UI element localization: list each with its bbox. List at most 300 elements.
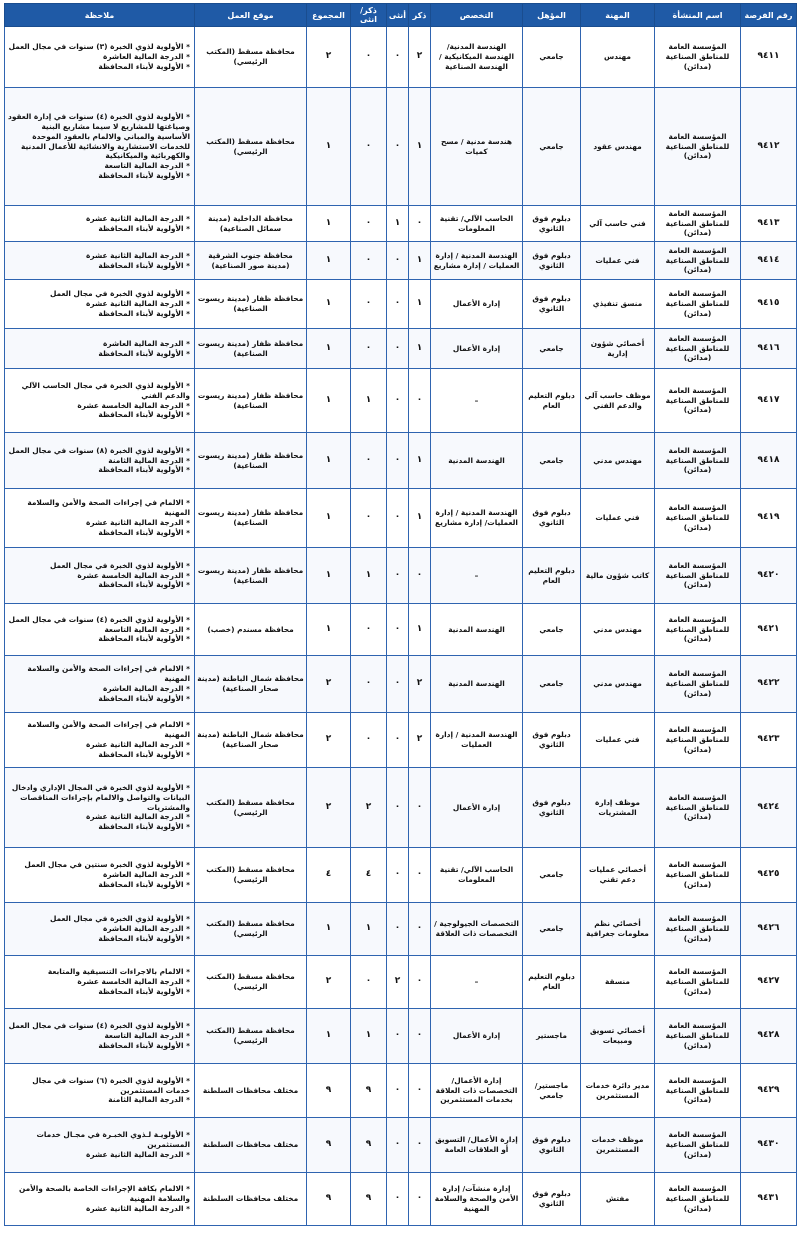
job-title: فني عمليات [581,489,655,548]
notes-cell [5,848,195,903]
job-title: مهندس [581,27,655,88]
col-male-header: ذكر [409,4,431,27]
opportunity-number: ٩٤٢٠ [741,548,797,604]
either-count: ٠ [351,242,387,280]
notes-cell [5,369,195,433]
col-either-header: ذكر/انثى [351,4,387,27]
organization-name: المؤسسة العامة للمناطق الصناعية (مدائن) [655,1118,741,1173]
job-title: مفتش [581,1173,655,1226]
male-count: ٠ [409,768,431,848]
work-location: محافظة مسقط (المكتب الرئيسي) [195,1009,307,1064]
specialization: هندسة مدنية / مسح كميات [431,88,523,206]
male-count: ٢ [409,713,431,768]
qualification: دبلوم فوق الثانوي [523,206,581,242]
qualification: دبلوم فوق الثانوي [523,280,581,329]
organization-name: المؤسسة العامة للمناطق الصناعية (مدائن) [655,1064,741,1118]
note-line: * الالمام في إجراءات الصحة والأمن والسلامة المهنية [27,664,190,684]
organization-name: المؤسسة العامة للمناطق الصناعية (مدائن) [655,656,741,713]
female-count: ٠ [387,903,409,956]
job-title: مهندس عقود [581,88,655,206]
table-body [5,27,797,1226]
female-count: ٠ [387,768,409,848]
work-location: محافظة جنوب الشرقية (مدينة صور الصناعية) [195,242,307,280]
specialization: – [431,548,523,604]
qualification: دبلوم فوق الثانوي [523,768,581,848]
table-row [5,489,797,548]
qualification: جامعي [523,903,581,956]
total-count: ٩ [307,1118,351,1173]
specialization: الهندسة المدنية [431,604,523,656]
col-female-header: أنثى [387,4,409,27]
total-count: ١ [307,369,351,433]
table-row [5,206,797,242]
table-row [5,903,797,956]
either-count: ٤ [351,848,387,903]
female-count: ٠ [387,656,409,713]
either-count: ٠ [351,489,387,548]
male-count: ٠ [409,956,431,1009]
organization-name: المؤسسة العامة للمناطق الصناعية (مدائن) [655,242,741,280]
work-location: محافظة ظفار (مدينة ريسوت الصناعية) [195,329,307,369]
job-title: مدير دائرة خدمات المستثمرين [581,1064,655,1118]
either-count: ٠ [351,329,387,369]
female-count: ١ [387,206,409,242]
male-count: ٠ [409,1173,431,1226]
notes-cell [5,433,195,489]
total-count: ١ [307,88,351,206]
table-row [5,329,797,369]
specialization: الهندسة المدنية / إدارة العمليات/ إدارة مشاريع [431,489,523,548]
job-title: كاتب شؤون مالية [581,548,655,604]
notes-cell [5,656,195,713]
note-line: * الأولوية لذوي الخبرة في مجال العمل [49,289,190,299]
specialization: إدارة الأعمال [431,1009,523,1064]
female-count: ٠ [387,604,409,656]
qualification: جامعي [523,88,581,206]
male-count: ١ [409,242,431,280]
col-total-header: المجموع [307,4,351,27]
total-count: ٢ [307,768,351,848]
note-line: * الدرجة المالية الخامسة عشرة [77,977,190,987]
note-line: * الأولوية لذوي الخبرة في المجال الإداري وادخال البيانات والتواصل والالمام بإجراءات المناقصات والمشتريات [11,783,190,812]
work-location: محافظة ظفار (مدينة ريسوت الصناعية) [195,280,307,329]
notes-cell [5,604,195,656]
qualification: جامعي [523,656,581,713]
opportunity-number: ٩٤١٦ [741,329,797,369]
note-line: * الأولوية لذوي الخبرة (٤) سنوات في مجال العمل [8,1021,190,1031]
notes-cell [5,1118,195,1173]
female-count: ٠ [387,1009,409,1064]
work-location: محافظة ظفار (مدينة ريسوت الصناعية) [195,433,307,489]
organization-name: المؤسسة العامة للمناطق الصناعية (مدائن) [655,548,741,604]
qualification: جامعي [523,604,581,656]
organization-name: المؤسسة العامة للمناطق الصناعية (مدائن) [655,489,741,548]
note-line: * الدرجة المالية العاشرة [102,684,190,693]
specialization: الهندسة المدنية/ الهندسة الميكانيكية / الهندسة الصناعية [431,27,523,88]
job-title: فني عمليات [581,242,655,280]
note-line: * الأولوية لأبناء المحافظة [98,223,190,233]
opportunity-number: ٩٤٢٤ [741,768,797,848]
male-count: ٠ [409,1118,431,1173]
notes-cell [5,88,195,206]
table-row [5,548,797,604]
work-location: محافظة الداخلية (مدينة سمائل الصناعية) [195,206,307,242]
note-line: * الأولوية لذوي الخبرة في مجال الحاسب الآلي والدعم الفني [21,380,190,400]
work-location: مختلف محافظات السلطنة [195,1173,307,1226]
female-count: ٠ [387,1118,409,1173]
qualification: ماجستير [523,1009,581,1064]
male-count: ١ [409,280,431,329]
note-line: * الأولوية لذوي الخبرة (٦) سنوات في مجال خدمات المستثمرين [32,1075,190,1095]
work-location: محافظة ظفار (مدينة ريسوت الصناعية) [195,489,307,548]
job-title: فني حاسب آلي [581,206,655,242]
note-line: * الأولوية لذوي الخبرة في مجال العمل [49,560,190,570]
job-openings-table [4,3,797,1226]
specialization: إدارة منشآت/ إدارة الأمن والصحة والسلامة المهنية [431,1173,523,1226]
work-location: محافظة مسقط (المكتب الرئيسي) [195,903,307,956]
female-count: ٠ [387,280,409,329]
notes-cell [5,713,195,768]
col-job-title-header: المهنة [581,4,655,27]
specialization: إدارة الأعمال/ التخصصات ذات العلاقة بخدمات المستثمرين [431,1064,523,1118]
male-count: ٠ [409,1064,431,1118]
specialization: الحاسب الآلي/ تقنية المعلومات [431,848,523,903]
note-line: * الدرجة المالية التاسعة [104,161,190,171]
either-count: ١ [351,548,387,604]
note-line: * الأولوية لذوي الخبرة (٣) سنوات في مجال العمل [8,42,190,52]
opportunity-number: ٩٤١٨ [741,433,797,489]
male-count: ٠ [409,206,431,242]
note-line: * الدرجة المالية الثانية عشرة [85,1203,190,1213]
either-count: ١ [351,903,387,956]
total-count: ١ [307,433,351,489]
organization-name: المؤسسة العامة للمناطق الصناعية (مدائن) [655,88,741,206]
job-title: موظف خدمات المستثمرين [581,1118,655,1173]
either-count: ٠ [351,27,387,88]
qualification: جامعي [523,433,581,489]
note-line: * الأولوية لأبناء المحافظة [98,527,190,537]
either-count: ١ [351,369,387,433]
organization-name: المؤسسة العامة للمناطق الصناعية (مدائن) [655,206,741,242]
qualification: دبلوم فوق الثانوي [523,489,581,548]
organization-name: المؤسسة العامة للمناطق الصناعية (مدائن) [655,433,741,489]
table-row [5,956,797,1009]
total-count: ١ [307,548,351,604]
total-count: ٢ [307,713,351,768]
job-title: أخصائي نظم معلومات جغرافية [581,903,655,956]
organization-name: المؤسسة العامة للمناطق الصناعية (مدائن) [655,1009,741,1064]
total-count: ١ [307,489,351,548]
either-count: ٠ [351,956,387,1009]
total-count: ٩ [307,1173,351,1226]
col-opportunity-number-header: رقم الفرصة [741,4,797,27]
note-line: * الدرجة المالية الثانية عشرة [85,299,190,309]
table-row [5,1118,797,1173]
qualification: جامعي [523,848,581,903]
opportunity-number: ٩٤٢٢ [741,656,797,713]
male-count: ٠ [409,369,431,433]
either-count: ٩ [351,1064,387,1118]
either-count: ٠ [351,713,387,768]
notes-cell [5,242,195,280]
specialization: الحاسب الآلي/ تقنية المعلومات [431,206,523,242]
work-location: محافظة مسقط (المكتب الرئيسي) [195,27,307,88]
total-count: ٩ [307,1064,351,1118]
notes-cell [5,1064,195,1118]
job-title: أخصائي تسويق ومبيعات [581,1009,655,1064]
col-organization-header: اسم المنشأة [655,4,741,27]
note-line: * الدرجة المالية العاشرة [102,924,190,934]
specialization: – [431,956,523,1009]
job-title: أخصائي عمليات دعم تقني [581,848,655,903]
table-row [5,1009,797,1064]
notes-cell [5,489,195,548]
col-notes-header: ملاحظة [5,4,195,27]
specialization: الهندسة المدنية [431,433,523,489]
qualification: دبلوم فوق الثانوي [523,1118,581,1173]
qualification: دبلوم التعليم العام [523,548,581,604]
organization-name: المؤسسة العامة للمناطق الصناعية (مدائن) [655,768,741,848]
table-row [5,369,797,433]
note-line: * الأولوية لأبناء المحافظة [98,749,190,759]
organization-name: المؤسسة العامة للمناطق الصناعية (مدائن) [655,329,741,369]
job-title: منسق تنفيذي [581,280,655,329]
job-title: منسقة [581,956,655,1009]
specialization: الهندسة المدنية / إدارة العمليات / إدارة مشاريع [431,242,523,280]
note-line: * الأولوية لذوي الخبرة (٤) سنوات في مجال العمل [8,614,190,624]
notes-cell [5,280,195,329]
work-location: محافظة شمال الباطنة (مدينة صحار الصناعية) [195,713,307,768]
note-line: * الأولوية لأبناء المحافظة [98,580,190,590]
female-count: ٠ [387,27,409,88]
total-count: ٤ [307,848,351,903]
notes-cell [5,1173,195,1226]
table-row [5,433,797,489]
work-location: محافظة ظفار (مدينة ريسوت الصناعية) [195,369,307,433]
notes-cell [5,1009,195,1064]
specialization: إدارة الأعمال [431,768,523,848]
notes-cell [5,329,195,369]
either-count: ٩ [351,1118,387,1173]
specialization: إدارة الأعمال [431,329,523,369]
note-line: * الأولوية لأبناء المحافظة [98,986,190,996]
female-count: ٠ [387,329,409,369]
female-count: ٠ [387,88,409,206]
note-line: * الدرجة المالية الخامسة عشرة [77,570,190,580]
job-title: موظف حاسب آلي والدعم الفني [581,369,655,433]
note-line: * الأولوية لذوي الخبرة سنتين في مجال العمل [24,860,190,870]
note-line: * الأولوية لأبناء المحافظة [98,348,190,358]
organization-name: المؤسسة العامة للمناطق الصناعية (مدائن) [655,369,741,433]
qualification: جامعي [523,27,581,88]
note-line: * الأولوية لأبناء المحافظة [98,1040,190,1050]
note-line: * الالمام في إجراءات الصحة والأمن والسلامة المهنية [27,720,190,740]
note-line: * الدرجة المالية العاشرة [102,52,190,62]
male-count: ٠ [409,903,431,956]
table-row [5,242,797,280]
qualification: دبلوم فوق الثانوي [523,1173,581,1226]
male-count: ٢ [409,656,431,713]
female-count: ٠ [387,1064,409,1118]
opportunity-number: ٩٤٣١ [741,1173,797,1226]
job-title: أخصائي شؤون إدارية [581,329,655,369]
opportunity-number: ٩٤٢١ [741,604,797,656]
table-row [5,713,797,768]
note-line: * الأولوية لذوي الخبرة في مجال العمل [49,914,190,924]
note-line: * الدرجة المالية التاسعة [104,624,190,634]
either-count: ٢ [351,768,387,848]
job-title: مهندس مدني [581,656,655,713]
col-specialization-header: التخصص [431,4,523,27]
note-line: * الدرجة المالية العاشرة [102,870,190,880]
either-count: ٩ [351,1173,387,1226]
job-title: مهندس مدني [581,604,655,656]
female-count: ٢ [387,956,409,1009]
opportunity-number: ٩٤١٤ [741,242,797,280]
col-work-location-header: موقع العمل [195,4,307,27]
qualification: دبلوم فوق الثانوي [523,242,581,280]
table-row [5,604,797,656]
organization-name: المؤسسة العامة للمناطق الصناعية (مدائن) [655,280,741,329]
male-count: ١ [409,329,431,369]
total-count: ١ [307,206,351,242]
female-count: ٠ [387,369,409,433]
work-location: محافظة مسقط (المكتب الرئيسي) [195,88,307,206]
note-line: * الالمام بالاجراءات التنسيقية والمتابعة [47,967,190,977]
total-count: ٢ [307,27,351,88]
total-count: ١ [307,242,351,280]
note-line: * الأولوية لأبناء المحافظة [98,634,190,644]
note-line: * الدرجة المالية الثامنة [108,1095,190,1105]
work-location: محافظة مسندم (خصب) [195,604,307,656]
work-location: مختلف محافظات السلطنة [195,1064,307,1118]
female-count: ٠ [387,848,409,903]
total-count: ١ [307,329,351,369]
male-count: ١ [409,88,431,206]
male-count: ٢ [409,27,431,88]
organization-name: المؤسسة العامة للمناطق الصناعية (مدائن) [655,713,741,768]
either-count: ٠ [351,88,387,206]
work-location: محافظة ظفار (مدينة ريسوت الصناعية) [195,548,307,604]
note-line: * الدرجة المالية العاشرة [102,338,190,348]
work-location: مختلف محافظات السلطنة [195,1118,307,1173]
table-row [5,768,797,848]
note-line: * الدرجة المالية الخامسة عشرة [77,400,190,410]
notes-cell [5,27,195,88]
work-location: محافظة شمال الباطنة (مدينة صحار الصناعية) [195,656,307,713]
male-count: ٠ [409,548,431,604]
job-title: مهندس مدني [581,433,655,489]
job-openings-document [4,3,796,1226]
total-count: ١ [307,280,351,329]
note-line: * الدرجة المالية الثانية عشرة [85,812,190,822]
note-line: * الأولوية لذوي الخبرة (٤) سنوات في إدارة العقود وصياغتها للمشاريع لا سيما مشاريع البنية الأساسية والمباني والالمام بالعقود الموحدة للخدمات الاستشارية والانشائية للأعمال المدنية والكهربائية والميكانيكية [8,112,190,161]
male-count: ٠ [409,848,431,903]
notes-cell [5,768,195,848]
work-location: محافظة مسقط (المكتب الرئيسي) [195,956,307,1009]
either-count: ٠ [351,280,387,329]
note-line: * الأولوية لأبناء المحافظة [98,308,190,318]
total-count: ٢ [307,956,351,1009]
work-location: محافظة مسقط (المكتب الرئيسي) [195,768,307,848]
qualification: دبلوم التعليم العام [523,956,581,1009]
opportunity-number: ٩٤١٢ [741,88,797,206]
table-row [5,27,797,88]
male-count: ٠ [409,1009,431,1064]
total-count: ١ [307,1009,351,1064]
note-line: * الأولوية لأبناء المحافظة [98,465,190,475]
qualification: دبلوم التعليم العام [523,369,581,433]
opportunity-number: ٩٤٢٧ [741,956,797,1009]
either-count: ٠ [351,604,387,656]
organization-name: المؤسسة العامة للمناطق الصناعية (مدائن) [655,956,741,1009]
note-line: * الأولوية لأبناء المحافظة [98,693,190,703]
female-count: ٠ [387,242,409,280]
table-row [5,656,797,713]
notes-cell [5,956,195,1009]
specialization: إدارة الأعمال [431,280,523,329]
either-count: ٠ [351,206,387,242]
opportunity-number: ٩٤٢٨ [741,1009,797,1064]
opportunity-number: ٩٤١١ [741,27,797,88]
opportunity-number: ٩٤٣٠ [741,1118,797,1173]
job-title: موظف إدارة المشتريات [581,768,655,848]
either-count: ١ [351,1009,387,1064]
female-count: ٠ [387,1173,409,1226]
specialization: إدارة الأعمال/ التسويق أو العلاقات العامة [431,1118,523,1173]
notes-cell [5,903,195,956]
female-count: ٠ [387,433,409,489]
qualification: دبلوم فوق الثانوي [523,713,581,768]
note-line: * الأولويـة لـذوي الخبـرة في مجـال خدمات المستثمرين [36,1130,190,1150]
note-line: * الأولوية لأبناء المحافظة [98,879,190,889]
specialization: – [431,369,523,433]
opportunity-number: ٩٤٢٦ [741,903,797,956]
male-count: ١ [409,489,431,548]
note-line: * الدرجة المالية التاسعة [104,1031,190,1041]
opportunity-number: ٩٤١٣ [741,206,797,242]
qualification: ماجستير/ جامعي [523,1064,581,1118]
male-count: ١ [409,604,431,656]
specialization: التخصصات الجيولوجية / التخصصات ذات العلاقة [431,903,523,956]
specialization: الهندسة المدنية [431,656,523,713]
opportunity-number: ٩٤١٧ [741,369,797,433]
opportunity-number: ٩٤٢٣ [741,713,797,768]
note-line: * الدرجة المالية الثانية عشرة [85,1149,190,1159]
total-count: ١ [307,604,351,656]
specialization: الهندسة المدنية / إدارة العمليات [431,713,523,768]
note-line: * الالمام في إجراءات الصحة والأمن والسلامة المهنية [27,498,190,518]
organization-name: المؤسسة العامة للمناطق الصناعية (مدائن) [655,1173,741,1226]
male-count: ١ [409,433,431,489]
note-line: * الأولوية لأبناء المحافظة [98,822,190,832]
table-row [5,280,797,329]
note-line: * الدرجة المالية الثانية عشرة [85,518,190,527]
table-row [5,848,797,903]
job-title: فني عمليات [581,713,655,768]
note-line: * الأولوية لأبناء المحافظة [98,933,190,943]
note-line: * الدرجة المالية الثانية عشرة [85,250,190,260]
table-header-row [5,4,797,27]
note-line: * الأولوية لأبناء المحافظة [98,61,190,71]
total-count: ٢ [307,656,351,713]
organization-name: المؤسسة العامة للمناطق الصناعية (مدائن) [655,27,741,88]
organization-name: المؤسسة العامة للمناطق الصناعية (مدائن) [655,903,741,956]
note-line: * الأولوية لأبناء المحافظة [98,410,190,420]
note-line: * الدرجة المالية الثانية عشرة [85,213,190,223]
work-location: محافظة مسقط (المكتب الرئيسي) [195,848,307,903]
col-qualification-header: المؤهل [523,4,581,27]
